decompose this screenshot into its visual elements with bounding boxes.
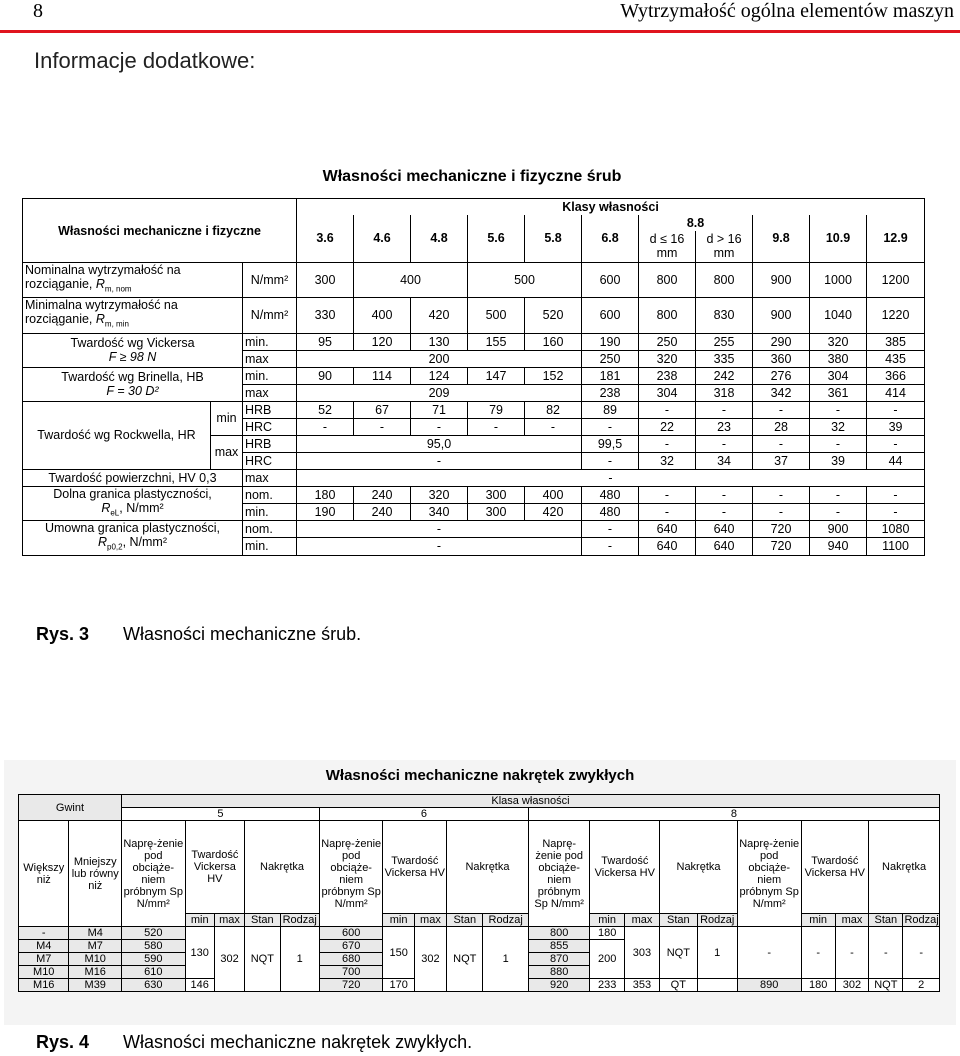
table-cell: Rodzaj: [483, 914, 528, 927]
table-cell: nom.: [243, 521, 297, 538]
table-cell: 39: [867, 418, 925, 435]
unit: N/mm²: [243, 263, 297, 298]
table-cell: HRB: [243, 435, 297, 452]
section-heading: Informacje dodatkowe:: [34, 48, 256, 73]
table-cell: 276: [753, 367, 810, 384]
table-cell: 238: [639, 367, 696, 384]
table-cell: Rodzaj: [904, 914, 939, 926]
class-3-6: 3.6: [297, 215, 354, 263]
table-cell: 361: [810, 384, 867, 401]
table-cell: -: [810, 503, 867, 520]
table-cell: min: [185, 914, 214, 927]
table-cell: -: [582, 452, 639, 469]
table-cell: Większy niż: [19, 821, 69, 927]
table-cell: 520: [121, 927, 185, 940]
table-cell: -: [639, 435, 696, 452]
table-cell: M16: [69, 966, 122, 979]
classes-header: Klasy własności: [297, 199, 925, 215]
table-cell: 114: [354, 367, 411, 384]
thread-header: Gwint: [19, 795, 122, 821]
table-cell: Naprę-żenie pod obciąże-niem próbnym Sp N/mm²: [319, 821, 383, 927]
table-cell: 400: [354, 263, 468, 298]
table-cell: -: [525, 418, 582, 435]
table-cell: -: [903, 927, 940, 979]
table-cell: 90: [297, 367, 354, 384]
table-cell: 255: [696, 333, 753, 350]
table-cell: 300: [468, 503, 525, 520]
running-title: Wytrzymałość ogólna elementów maszyn: [620, 0, 954, 22]
table-cell: min.: [243, 333, 297, 350]
table-cell: 209: [297, 384, 582, 401]
table-cell: Naprę-żenie pod obciąże-niem próbnym Sp N/mm²: [121, 821, 185, 927]
table-cell: Stan: [869, 914, 903, 927]
table-cell: 890: [737, 979, 801, 992]
table-cell: -: [19, 927, 69, 940]
table-cell: 640: [639, 521, 696, 538]
table-cell: 630: [121, 979, 185, 992]
nut-table-title: Własności mechaniczne nakrętek zwykłych: [325, 767, 635, 784]
table-cell: M4: [19, 940, 69, 953]
table-cell: -: [810, 401, 867, 418]
table-cell: 190: [297, 503, 354, 520]
table-cell: 870: [528, 953, 590, 966]
table-cell: 880: [528, 966, 590, 979]
table-cell: 44: [867, 452, 925, 469]
table-cell: M4: [69, 927, 122, 940]
nut-properties-table: [18, 794, 940, 992]
table-cell: -: [297, 418, 354, 435]
table-cell: 240: [354, 486, 411, 503]
table-cell: -: [297, 452, 582, 469]
caption-number: Rys. 4: [36, 1032, 90, 1052]
table-cell: 95: [297, 333, 354, 350]
table-cell: 302: [414, 927, 446, 992]
table-cell: 414: [867, 384, 925, 401]
table-cell: 1: [697, 927, 737, 979]
table-cell: 320: [639, 350, 696, 367]
table-cell: max: [835, 914, 868, 927]
table-cell: HRC: [243, 418, 297, 435]
table-cell: 39: [810, 452, 867, 469]
table-cell: 400: [354, 297, 411, 333]
table-cell: 250: [582, 350, 639, 367]
brinell-label: Twardość wg Brinella, HB F = 30 D²: [23, 367, 243, 401]
table-cell: Twardość Vickersa HV: [590, 821, 660, 914]
class-8-8: 8.8: [639, 215, 753, 231]
table-cell: 302: [214, 927, 244, 992]
table-cell: Mniejszy lub równy niż: [69, 821, 122, 927]
table-cell: Rodzaj: [280, 914, 319, 927]
properties-header: Własności mechaniczne i fizyczne: [23, 199, 297, 263]
table-cell: HRB: [243, 401, 297, 418]
table-cell: -: [582, 521, 639, 538]
table-cell: 500: [468, 297, 525, 333]
table-cell: max: [243, 350, 297, 367]
table-cell: 1080: [867, 521, 925, 538]
tensile-nominal-label: Nominalna wytrzymałość na rozciąganie, $R_{m, nom}$: [23, 263, 243, 298]
table-cell: 160: [525, 333, 582, 350]
table-cell: 1220: [867, 297, 925, 333]
table-cell: nom.: [243, 486, 297, 503]
table-cell: 680: [319, 953, 383, 966]
caption-text: Własności mechaniczne nakrętek zwykłych.: [123, 1032, 473, 1052]
table-cell: 190: [582, 333, 639, 350]
table-cell: -: [696, 503, 753, 520]
table-cell: 124: [411, 367, 468, 384]
table-cell: -: [639, 486, 696, 503]
table-cell: 1100: [867, 538, 925, 555]
table-cell: M10: [69, 953, 122, 966]
table-cell: -: [696, 435, 753, 452]
table-cell: 342: [753, 384, 810, 401]
caption-number: Rys. 3: [36, 624, 90, 644]
table-cell: 71: [411, 401, 468, 418]
table-cell: 300: [468, 486, 525, 503]
table-cell: 590: [121, 953, 185, 966]
table-cell: 1040: [810, 297, 867, 333]
table-cell: min: [590, 914, 624, 927]
table-cell: 6: [319, 808, 528, 821]
proof-stress-label: Umowna granica plastyczności, $R_{p0,2}$, N/mm²: [23, 521, 243, 556]
table-cell: 2: [903, 979, 940, 992]
table-cell: Stan: [660, 914, 697, 927]
table-cell: 89: [582, 401, 639, 418]
table-cell: 8: [528, 808, 939, 821]
table-cell: 353: [624, 979, 659, 992]
class-8-8-small: d ≤ 16 mm: [639, 231, 696, 263]
table-cell: 1000: [810, 263, 867, 298]
table-cell: 330: [297, 297, 354, 333]
table-cell: 800: [528, 927, 590, 940]
table-cell: min: [383, 914, 414, 927]
table-cell: 855: [528, 940, 590, 953]
table-cell: 290: [753, 333, 810, 350]
table-cell: -: [753, 435, 810, 452]
tensile-min-label: Minimalna wytrzymałość na rozciąganie, $R_{m, min}$: [23, 297, 243, 333]
table-cell: [697, 979, 737, 992]
table-cell: QT: [660, 979, 697, 992]
table-cell: 303: [624, 927, 659, 979]
table-cell: -: [696, 486, 753, 503]
class-5-8: 5.8: [525, 215, 582, 263]
table-cell: 238: [582, 384, 639, 401]
table-cell: -: [582, 538, 639, 555]
table-cell: 200: [297, 350, 582, 367]
header-rule: [0, 30, 960, 33]
class-9-8: 9.8: [753, 215, 810, 263]
table-cell: Stan: [447, 914, 483, 927]
table-cell: 5: [121, 808, 319, 821]
table-cell: -: [639, 401, 696, 418]
table-cell: Nakrętka: [660, 821, 738, 914]
table-cell: -: [810, 486, 867, 503]
table-cell: 130: [185, 927, 214, 979]
nut-properties-figure: [4, 760, 956, 1025]
table-cell: 318: [696, 384, 753, 401]
table-cell: -: [411, 418, 468, 435]
table-cell: 900: [810, 521, 867, 538]
table-cell: max: [243, 384, 297, 401]
table-cell: Rodzaj: [697, 914, 737, 927]
class-6-8: 6.8: [582, 215, 639, 263]
table-cell: max: [243, 469, 297, 486]
table-cell: 34: [696, 452, 753, 469]
class-8-8-large: d > 16 mm: [696, 231, 753, 263]
table-cell: 900: [753, 297, 810, 333]
table-cell: max: [414, 914, 446, 927]
table-cell: 250: [639, 333, 696, 350]
table-cell: M10: [19, 966, 69, 979]
unit: N/mm²: [243, 297, 297, 333]
table-cell: Nakrętka: [245, 821, 320, 914]
table-cell: NQT: [869, 979, 903, 992]
table-cell: 300: [297, 263, 354, 298]
table-cell: min.: [243, 367, 297, 384]
table-cell: max: [214, 914, 244, 927]
figure-caption-4: [36, 1032, 472, 1053]
table-cell: 242: [696, 367, 753, 384]
table-cell: 1: [483, 927, 528, 992]
nut-class-header: Klasa własności: [121, 795, 939, 808]
table-cell: 170: [383, 979, 414, 992]
table-cell: 640: [639, 538, 696, 555]
table-cell: -: [737, 927, 801, 979]
table-cell: min: [211, 401, 243, 435]
table-cell: 304: [639, 384, 696, 401]
table-cell: 1: [280, 927, 319, 992]
table-cell: min.: [243, 538, 297, 555]
table-cell: 366: [867, 367, 925, 384]
table-cell: -: [468, 418, 525, 435]
page-number: 8: [33, 0, 43, 22]
table-cell: 900: [753, 263, 810, 298]
table-cell: Stan: [245, 914, 280, 927]
table-cell: 22: [639, 418, 696, 435]
table-cell: Naprę-żenie pod obciąże-niem próbnym Sp N/mm²: [737, 821, 801, 927]
table-cell: -: [582, 418, 639, 435]
table-cell: Twardość Vickersa HV: [383, 821, 447, 914]
class-5-6: 5.6: [468, 215, 525, 263]
table-cell: 500: [468, 263, 582, 298]
table-cell: 800: [639, 263, 696, 298]
bolt-table-title: Własności mechaniczne i fizyczne śrub: [322, 168, 622, 185]
table-cell: 600: [582, 263, 639, 298]
table-cell: 180: [801, 979, 835, 992]
table-cell: -: [810, 435, 867, 452]
table-cell: 420: [525, 503, 582, 520]
class-10-9: 10.9: [810, 215, 867, 263]
table-cell: max: [211, 435, 243, 469]
table-cell: 640: [696, 538, 753, 555]
table-cell: 700: [319, 966, 383, 979]
table-cell: -: [753, 503, 810, 520]
table-cell: min: [801, 914, 835, 927]
table-cell: 146: [185, 979, 214, 992]
table-cell: NQT: [447, 927, 483, 992]
table-cell: 130: [411, 333, 468, 350]
rockwell-label: Twardość wg Rockwella, HR: [23, 401, 211, 469]
table-cell: 32: [639, 452, 696, 469]
table-cell: -: [801, 927, 835, 979]
table-cell: 610: [121, 966, 185, 979]
table-cell: 150: [383, 927, 414, 979]
table-cell: 720: [753, 538, 810, 555]
table-cell: 380: [810, 350, 867, 367]
table-cell: -: [696, 401, 753, 418]
caption-text: Własności mechaniczne śrub.: [123, 624, 362, 644]
table-cell: 99,5: [582, 435, 639, 452]
table-cell: 800: [696, 263, 753, 298]
table-cell: 600: [319, 927, 383, 940]
table-cell: 67: [354, 401, 411, 418]
table-cell: 23: [696, 418, 753, 435]
table-cell: 1200: [867, 263, 925, 298]
table-cell: -: [297, 538, 582, 555]
table-cell: 147: [468, 367, 525, 384]
table-cell: NQT: [660, 927, 697, 979]
table-cell: -: [867, 503, 925, 520]
table-cell: 120: [354, 333, 411, 350]
table-cell: 435: [867, 350, 925, 367]
table-cell: 180: [590, 927, 624, 940]
table-cell: 340: [411, 503, 468, 520]
table-cell: 181: [582, 367, 639, 384]
table-cell: -: [867, 401, 925, 418]
table-cell: 940: [810, 538, 867, 555]
table-cell: Twardość Vickersa HV: [801, 821, 869, 914]
table-cell: 180: [297, 486, 354, 503]
table-cell: M7: [69, 940, 122, 953]
surface-hardness-label: Twardość powierzchni, HV 0,3: [23, 469, 243, 486]
table-cell: -: [753, 401, 810, 418]
table-cell: -: [297, 469, 925, 486]
bolt-properties-table: [22, 198, 925, 556]
class-4-6: 4.6: [354, 215, 411, 263]
table-cell: Nakrętka: [447, 821, 529, 914]
table-cell: Naprę-żenie pod obciąże-niem próbnym Sp N/mm²: [528, 821, 590, 927]
table-cell: 420: [411, 297, 468, 333]
table-cell: 400: [525, 486, 582, 503]
vickers-label: Twardość wg Vickersa F ≥ 98 N: [23, 333, 243, 367]
table-cell: 37: [753, 452, 810, 469]
table-cell: Twardość Vickersa HV: [185, 821, 245, 914]
table-cell: 600: [582, 297, 639, 333]
class-12-9: 12.9: [867, 215, 925, 263]
table-cell: -: [867, 435, 925, 452]
table-cell: min.: [243, 503, 297, 520]
table-cell: M39: [69, 979, 122, 992]
table-cell: 52: [297, 401, 354, 418]
table-cell: 480: [582, 486, 639, 503]
table-cell: 200: [590, 940, 624, 979]
table-cell: 640: [696, 521, 753, 538]
table-cell: 385: [867, 333, 925, 350]
table-cell: HRC: [243, 452, 297, 469]
table-cell: 720: [319, 979, 383, 992]
table-cell: -: [835, 927, 868, 979]
table-cell: 240: [354, 503, 411, 520]
table-cell: -: [753, 486, 810, 503]
table-cell: 32: [810, 418, 867, 435]
table-cell: 800: [639, 297, 696, 333]
table-cell: 580: [121, 940, 185, 953]
table-cell: NQT: [245, 927, 280, 992]
table-cell: -: [354, 418, 411, 435]
table-cell: 302: [835, 979, 868, 992]
table-cell: M7: [19, 953, 69, 966]
table-cell: 335: [696, 350, 753, 367]
table-cell: 95,0: [297, 435, 582, 452]
figure-caption-3: [36, 624, 361, 645]
table-cell: 720: [753, 521, 810, 538]
table-cell: 830: [696, 297, 753, 333]
table-cell: 233: [590, 979, 624, 992]
table-cell: -: [867, 486, 925, 503]
table-cell: -: [639, 503, 696, 520]
table-cell: 28: [753, 418, 810, 435]
table-cell: 480: [582, 503, 639, 520]
table-cell: max: [624, 914, 659, 927]
table-cell: 920: [528, 979, 590, 992]
table-cell: 520: [525, 297, 582, 333]
table-cell: -: [869, 927, 903, 979]
table-cell: 155: [468, 333, 525, 350]
table-cell: 320: [411, 486, 468, 503]
table-cell: 670: [319, 940, 383, 953]
table-cell: M16: [19, 979, 69, 992]
table-cell: -: [297, 521, 582, 538]
table-cell: 320: [810, 333, 867, 350]
table-cell: 82: [525, 401, 582, 418]
bolt-properties-figure: [22, 168, 922, 556]
table-cell: 304: [810, 367, 867, 384]
table-cell: 79: [468, 401, 525, 418]
table-cell: Nakrętka: [869, 821, 940, 914]
table-cell: 152: [525, 367, 582, 384]
class-4-8: 4.8: [411, 215, 468, 263]
table-cell: 360: [753, 350, 810, 367]
yield-label: Dolna granica plastyczności, $R_{eL}$, N/mm²: [23, 486, 243, 521]
